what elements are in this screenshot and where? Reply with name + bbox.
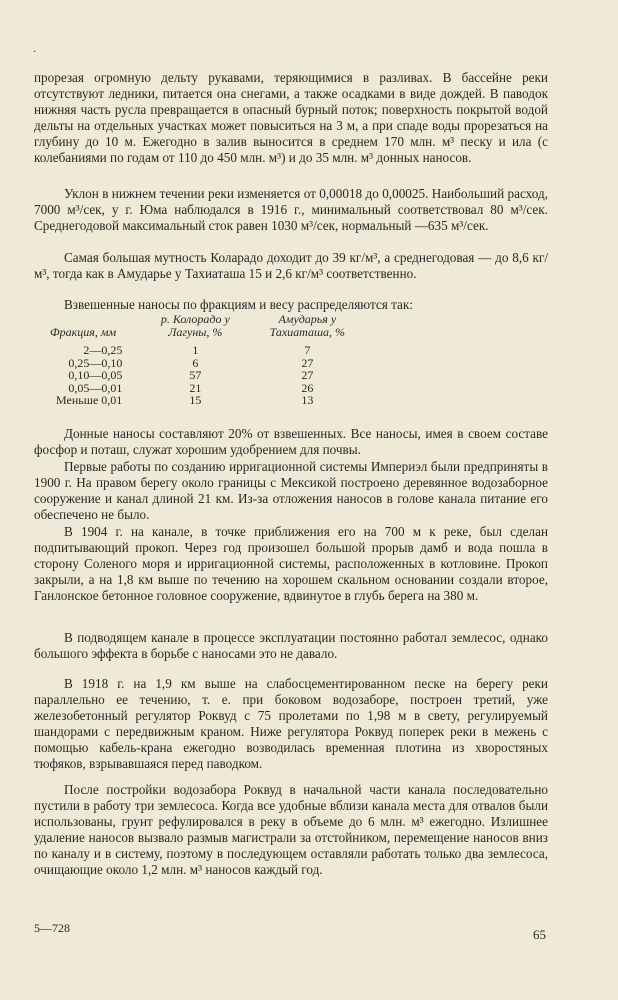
page-number: 65: [533, 927, 546, 942]
table-header-amudarya: Амударья у Тахиаташа, %: [269, 312, 346, 339]
paragraph-bed-load: Донные наносы составляют 20% от взвешенных. Все наносы, имея в своем составе фосфор и поташ, служат хорошим удобрением для почвы.: [34, 426, 548, 458]
table-header-colorado: р. Колорадо у Лагуны, %: [160, 312, 230, 339]
paragraph-1904: В 1904 г. на канале, в точке приближения его на 700 м к реке, был сделан подпитывающий прокоп. Через год произошел большой прорыв дамб и вода пошла в сторону Соленого моря и ирригационной системы, расположенных в котловине. Прокоп закрыли, а на 1,8 км выше по течению на хорошем скальном основании создали второе, Ганлонское бетонное головное сооружение, вдвинутое в глубь берега на 380 м.: [34, 524, 548, 604]
paragraph-continued: прорезая огромную дельту рукавами, теряющимися в разливах. В бассейне реки отсутствуют ледники, питается она снегами, а также осадками в виде дождей. В паводок нижняя часть русла превращается в опасный бурный поток; поверхность покрытой водой дельты на отдельных участках может повыситься на 3 м, а при спаде воды прорезаться на глубину до 10 м. Ежегодно в залив выносится в среднем 170 млн. м³ песку и ила (с колебаниями по годам от 110 до 450 млн. м³) и до 35 млн. м³ донных наносов.: [34, 70, 548, 166]
table-cell: 0,25—0,10: [68, 355, 123, 370]
stray-mark: ·: [33, 47, 37, 58]
paragraph-rockwood: В 1918 г. на 1,9 км выше на слабосцементированном песке на берегу реки параллельно ее течению, т. е. при боковом водозаборе, построен третий, уже железобетонный регулятор Роквуд с 75 пролетами по 1,98 м в свету, регулируемый шандорами с передвижным краном. Ниже регулятора Роквуд поперек реки в межень с помощью кабель-крана ежегодно возводилась временная плотина из хворостяных тюфяков, взрывавшаяся перед паводком.: [34, 676, 548, 772]
table-cell: 0,10—0,05: [68, 368, 123, 382]
table-cell: Меньше 0,01: [56, 393, 123, 407]
paragraph-table-intro: Взвешенные наносы по фракциям и весу распределяются так:: [64, 297, 413, 312]
table-cell: 27: [301, 368, 314, 382]
table-cell: 26: [301, 380, 314, 395]
paragraph-dredge: В подводящем канале в процессе эксплуатации постоянно работал землесос, однако большого эффекта в борьбе с наносами это не давало.: [34, 630, 548, 662]
paragraph-imperial: Первые работы по созданию ирригационной системы Империэл были предприняты в 1900 г. На правом берегу около границы с Мексикой построено деревянное водозаборное сооружение и канал длиной 21 км. Из-за отложения наносов в голове канала питание его обеспечено не было.: [34, 459, 548, 523]
table-row: [50, 394, 368, 407]
paragraph-slope: Уклон в нижнем течении реки изменяется от 0,00018 до 0,00025. Наибольший расход, 7000 м³/сек, у г. Юма наблюдался в 1916 г., минимальный соответствовал 80 м³/сек. Среднегодовой максимальный сток равен 1030 м³/сек, нормальный —635 м³/сек.: [34, 186, 548, 234]
table-cell: 15: [189, 393, 202, 407]
table-cell: 2—0,25: [83, 343, 123, 357]
paragraph-turbidity: Самая большая мутность Коларадо доходит до 39 кг/м³, а среднегодовая — до 8,6 кг/м³, тогда как в Амударье у Тахиаташа 15 и 2,6 кг/м³ соответственно.: [34, 250, 548, 282]
table-cell: 27: [301, 355, 314, 370]
paragraph-dredgers: После постройки водозабора Роквуд в начальной части канала последовательно пустили в работу три землесоса. Когда все удобные вблизи канала места для отвалов были использованы, грунт рефулировался в реку в объеме до 6 млн. м³ ежегодно. Излишнее удаление наносов вызвало размыв магистрали за отстойником, перемещение наносов вниз по каналу и в систему, поэтому в последующем оставляли работать только два землесоса, очищающие около 1,2 млн. м³ наносов каждый год.: [34, 782, 548, 878]
table-cell: 57: [189, 368, 202, 382]
table-cell: 0,05—0,01: [68, 380, 123, 395]
signature-mark: 5—728: [34, 921, 70, 935]
table-cell: 21: [189, 380, 202, 395]
table-cell: 1: [192, 343, 199, 357]
table-cell: 7: [304, 343, 311, 357]
fraction-table: [50, 313, 368, 407]
table-header-row: [50, 313, 368, 344]
table-row: [50, 344, 368, 357]
table-header-fraction: Фракция, мм: [50, 324, 117, 339]
table-cell: 13: [301, 393, 314, 407]
table-row: [50, 369, 368, 382]
table-cell: 6: [192, 355, 199, 370]
